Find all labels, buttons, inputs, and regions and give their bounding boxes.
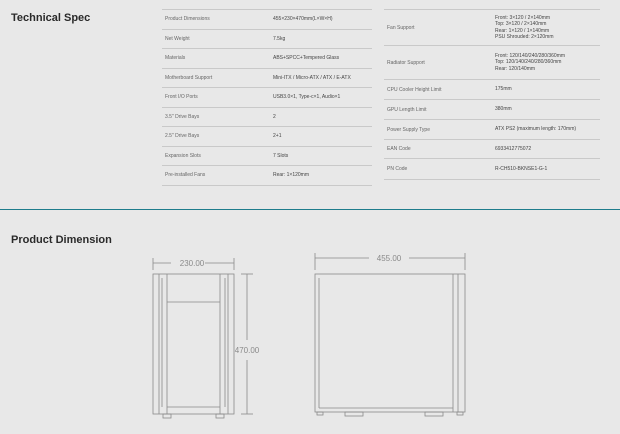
spec-label: Front I/O Ports [162,88,270,108]
spec-label: 3.5" Drive Bays [162,107,270,127]
spec-row [162,166,372,186]
spec-row [162,88,372,108]
spec-value: USB3.0×1, Type-c×1, Audio×1 [273,94,341,101]
spec-label: Radiator Support [384,46,492,80]
spec-row [162,10,372,30]
spec-row [384,100,600,120]
spec-value: Rear: 1×120 / 1×140mm [495,27,550,34]
spec-value: Top: 3×120 / 2×140mm [495,21,547,28]
spec-value-cell [270,88,372,108]
spec-value-cell [270,49,372,69]
spec-row [162,29,372,49]
spec-value-cell [492,46,600,80]
side-case-outline [315,274,465,412]
front-view-drawing [135,252,275,434]
spec-label: GPU Length Limit [384,100,492,120]
spec-label: Expansion Slots [162,146,270,166]
spec-value: Rear: 120/140mm [495,65,536,72]
spec-row [384,120,600,140]
spec-value-cell [492,140,600,159]
spec-value: 7.5kg [273,35,286,42]
spec-table-left [162,9,372,186]
spec-row [162,146,372,166]
spec-value: 6933412775072 [495,145,532,152]
spec-value-cell [492,10,600,46]
spec-value-cell [270,107,372,127]
spec-label: Power Supply Type [384,120,492,140]
spec-row [162,68,372,88]
technical-spec-title: Technical Spec [11,12,91,24]
spec-row [384,46,600,80]
spec-value: Top: 120/140/240/280/360mm [495,59,562,66]
section-divider [0,209,620,210]
spec-row [162,127,372,147]
spec-value: 175mm [495,86,512,93]
spec-table-right [384,9,600,180]
spec-value-cell [270,146,372,166]
spec-value-cell [270,68,372,88]
spec-value: Front: 120/140/240/280/360mm [495,53,566,60]
spec-label: Product Dimensions [162,10,270,30]
spec-value: Rear: 1×120mm [273,172,309,179]
spec-value-cell [270,10,372,30]
spec-value: Front: 3×120 / 2×140mm [495,15,551,22]
spec-value: R-CH510-BKNSE1-G-1 [495,165,548,172]
spec-label: CPU Cooler Height Limit [384,80,492,100]
width-dimension-label: 230.00 [179,259,205,268]
spec-value-cell [492,159,600,180]
length-dimension-label: 455.00 [376,254,402,263]
spec-value: PSU Shrouded: 2×120mm [495,33,554,40]
side-view-drawing [305,252,475,434]
product-dimension-title: Product Dimension [11,234,112,246]
front-case-outline [153,274,234,414]
spec-value-cell [270,127,372,147]
spec-label: Fan Support [384,10,492,46]
spec-value: Mini-ITX / Micro-ATX / ATX / E-ATX [273,74,351,81]
spec-label: Materials [162,49,270,69]
spec-value: 2+1 [273,133,282,140]
spec-row [384,140,600,159]
spec-value-cell [270,166,372,186]
spec-row [162,107,372,127]
spec-value-cell [492,100,600,120]
spec-value: 380mm [495,106,512,113]
spec-row [384,159,600,180]
spec-label: Motherboard Support [162,68,270,88]
height-dimension-label: 470.00 [234,346,260,355]
spec-value-cell [492,120,600,140]
spec-label: PN Code [384,159,492,180]
spec-value: 7 Slots [273,152,289,159]
spec-label: 2.5" Drive Bays [162,127,270,147]
spec-row [384,80,600,100]
spec-value: ATX PS2 (maximum length: 170mm) [495,126,577,133]
spec-value: 455×230×470mm(L×W×H) [273,16,333,23]
spec-row [384,10,600,46]
spec-value: 2 [273,113,276,120]
spec-value: ABS+SPCC+Tempered Glass [273,55,340,62]
spec-label: Pre-installed Fans [162,166,270,186]
spec-value-cell [270,29,372,49]
spec-label: Net Weight [162,29,270,49]
spec-value-cell [492,80,600,100]
spec-label: EAN Code [384,140,492,159]
spec-row [162,49,372,69]
